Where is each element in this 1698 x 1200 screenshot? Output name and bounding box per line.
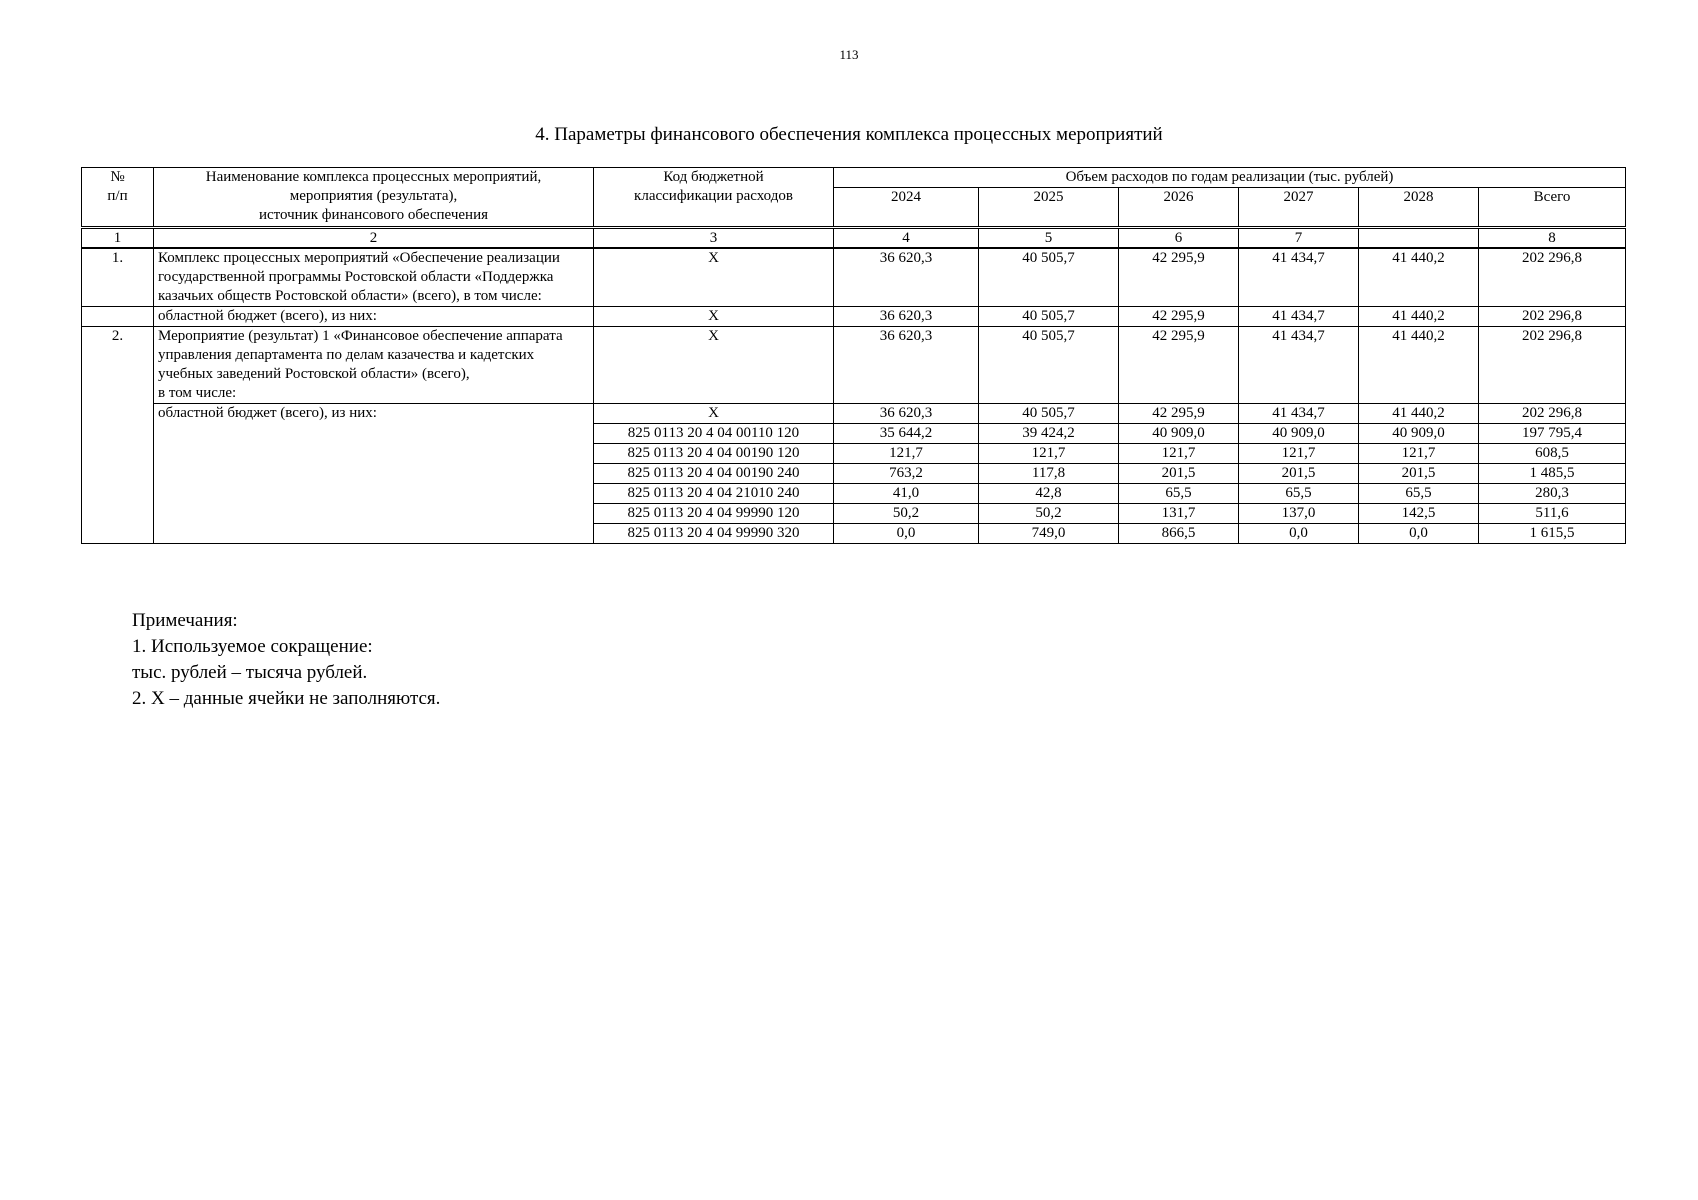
row-value-total: 197 795,4 <box>1479 424 1626 444</box>
header-year-2024: 2024 <box>834 188 979 228</box>
row-value-2027: 0,0 <box>1239 524 1359 544</box>
row-value-2025: 40 505,7 <box>979 404 1119 424</box>
row-value-2024: 36 620,3 <box>834 404 979 424</box>
row-value-2024: 35 644,2 <box>834 424 979 444</box>
row-code: 825 0113 20 4 04 21010 240 <box>594 484 834 504</box>
row-value-2024: 763,2 <box>834 464 979 484</box>
row-value-total: 202 296,8 <box>1479 248 1626 307</box>
header-name: Наименование комплекса процессных мероприятий, мероприятия (результата), источник финансового обеспечения <box>154 168 594 228</box>
row-value-2026: 121,7 <box>1119 444 1239 464</box>
notes-heading: Примечания: <box>132 610 238 631</box>
row-value-total: 202 296,8 <box>1479 307 1626 327</box>
row-code: 825 0113 20 4 04 99990 320 <box>594 524 834 544</box>
row-num: 1. <box>82 248 154 307</box>
row-value-total: 202 296,8 <box>1479 327 1626 404</box>
column-number: 8 <box>1479 228 1626 249</box>
row-code: 825 0113 20 4 04 00190 120 <box>594 444 834 464</box>
row-value-2025: 40 505,7 <box>979 248 1119 307</box>
row-value-2026: 42 295,9 <box>1119 327 1239 404</box>
header-year-2027: 2027 <box>1239 188 1359 228</box>
row-value-2026: 201,5 <box>1119 464 1239 484</box>
note-line: 2. Х – данные ячейки не заполняются. <box>132 688 441 709</box>
row-value-2025: 50,2 <box>979 504 1119 524</box>
financing-table <box>81 167 1626 544</box>
row-value-2024: 121,7 <box>834 444 979 464</box>
note-line: тыс. рублей – тысяча рублей. <box>132 662 368 683</box>
header-year-2025: 2025 <box>979 188 1119 228</box>
row-name: областной бюджет (всего), из них: <box>154 404 594 544</box>
column-number: 7 <box>1239 228 1359 249</box>
row-value-total: 1 615,5 <box>1479 524 1626 544</box>
row-value-total: 1 485,5 <box>1479 464 1626 484</box>
table-row <box>82 404 1626 424</box>
row-value-2026: 42 295,9 <box>1119 248 1239 307</box>
table-row <box>82 327 1626 404</box>
column-number-row <box>82 228 1626 249</box>
header-row-1 <box>82 168 1626 188</box>
column-number: 6 <box>1119 228 1239 249</box>
row-value-2026: 131,7 <box>1119 504 1239 524</box>
row-value-2024: 41,0 <box>834 484 979 504</box>
row-value-total: 202 296,8 <box>1479 404 1626 424</box>
column-number: 4 <box>834 228 979 249</box>
row-value-2025: 117,8 <box>979 464 1119 484</box>
row-code: Х <box>594 248 834 307</box>
section-title: 4. Параметры финансового обеспечения комплекса процессных мероприятий <box>535 124 1163 145</box>
row-value-2028: 40 909,0 <box>1359 424 1479 444</box>
row-value-2024: 0,0 <box>834 524 979 544</box>
row-value-2028: 121,7 <box>1359 444 1479 464</box>
row-value-2024: 36 620,3 <box>834 307 979 327</box>
row-value-2028: 65,5 <box>1359 484 1479 504</box>
notes <box>132 608 440 712</box>
row-value-2028: 0,0 <box>1359 524 1479 544</box>
row-value-2027: 40 909,0 <box>1239 424 1359 444</box>
row-value-total: 608,5 <box>1479 444 1626 464</box>
row-value-2025: 40 505,7 <box>979 307 1119 327</box>
row-value-2028: 201,5 <box>1359 464 1479 484</box>
row-value-2026: 866,5 <box>1119 524 1239 544</box>
column-number: 1 <box>82 228 154 249</box>
header-code: Код бюджетной классификации расходов <box>594 168 834 228</box>
row-value-2025: 749,0 <box>979 524 1119 544</box>
header-total: Всего <box>1479 188 1626 228</box>
column-number: 3 <box>594 228 834 249</box>
row-name: Комплекс процессных мероприятий «Обеспечение реализации государственной программы Ростовской области «Поддержка казачьих обществ Ростовской области» (всего), в том числе: <box>154 248 594 307</box>
row-code: Х <box>594 404 834 424</box>
header-year-2026: 2026 <box>1119 188 1239 228</box>
row-code: Х <box>594 327 834 404</box>
row-code: Х <box>594 307 834 327</box>
row-value-2025: 39 424,2 <box>979 424 1119 444</box>
row-value-2026: 42 295,9 <box>1119 307 1239 327</box>
column-number <box>1359 228 1479 249</box>
note-line: 1. Используемое сокращение: <box>132 636 373 657</box>
header-num: № п/п <box>82 168 154 228</box>
column-number: 5 <box>979 228 1119 249</box>
row-value-2026: 65,5 <box>1119 484 1239 504</box>
row-value-2027: 41 434,7 <box>1239 404 1359 424</box>
row-value-2027: 41 434,7 <box>1239 307 1359 327</box>
row-value-2027: 121,7 <box>1239 444 1359 464</box>
row-value-2027: 137,0 <box>1239 504 1359 524</box>
page-number: 113 <box>839 47 859 62</box>
row-value-2024: 36 620,3 <box>834 248 979 307</box>
row-value-total: 511,6 <box>1479 504 1626 524</box>
row-value-2026: 42 295,9 <box>1119 404 1239 424</box>
row-value-2025: 40 505,7 <box>979 327 1119 404</box>
row-value-total: 280,3 <box>1479 484 1626 504</box>
row-code: 825 0113 20 4 04 00190 240 <box>594 464 834 484</box>
row-value-2025: 42,8 <box>979 484 1119 504</box>
row-value-2028: 41 440,2 <box>1359 307 1479 327</box>
row-value-2028: 41 440,2 <box>1359 248 1479 307</box>
row-name: Мероприятие (результат) 1 «Финансовое обеспечение аппарата управления департамента по делам казачества и кадетских учебных заведений Ростовской области» (всего), в том числе: <box>154 327 594 404</box>
header-year-2028: 2028 <box>1359 188 1479 228</box>
row-value-2024: 36 620,3 <box>834 327 979 404</box>
row-value-2028: 41 440,2 <box>1359 404 1479 424</box>
row-value-2027: 41 434,7 <box>1239 327 1359 404</box>
row-num: 2. <box>82 327 154 544</box>
row-value-2027: 65,5 <box>1239 484 1359 504</box>
table-row <box>82 307 1626 327</box>
row-num <box>82 307 154 327</box>
column-number: 2 <box>154 228 594 249</box>
row-value-2028: 41 440,2 <box>1359 327 1479 404</box>
row-name: областной бюджет (всего), из них: <box>154 307 594 327</box>
row-value-2024: 50,2 <box>834 504 979 524</box>
header-volume: Объем расходов по годам реализации (тыс. рублей) <box>834 168 1626 188</box>
row-value-2027: 41 434,7 <box>1239 248 1359 307</box>
row-value-2027: 201,5 <box>1239 464 1359 484</box>
row-code: 825 0113 20 4 04 99990 120 <box>594 504 834 524</box>
row-value-2025: 121,7 <box>979 444 1119 464</box>
row-value-2028: 142,5 <box>1359 504 1479 524</box>
row-value-2026: 40 909,0 <box>1119 424 1239 444</box>
row-code: 825 0113 20 4 04 00110 120 <box>594 424 834 444</box>
table-row <box>82 248 1626 307</box>
